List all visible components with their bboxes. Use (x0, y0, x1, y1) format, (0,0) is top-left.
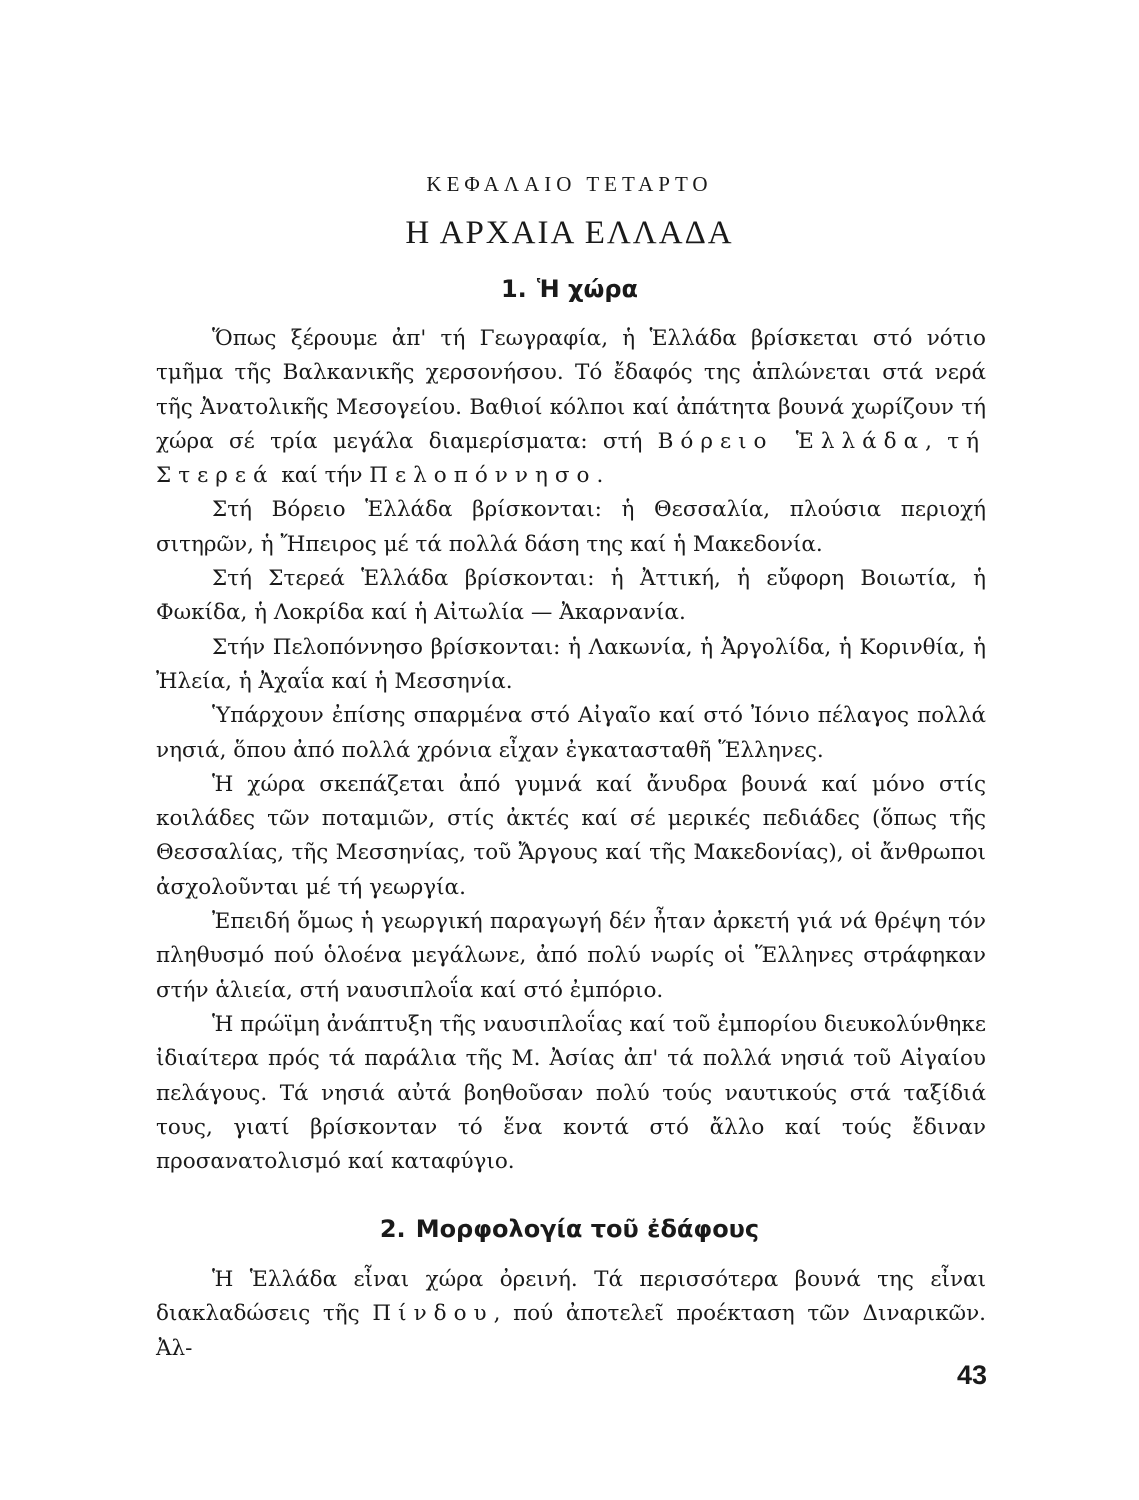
text-run: καί τήν (274, 463, 370, 489)
text-run: , πού ἀποτελεῖ προέκταση τῶν Διναρικῶν. Ἀλ- (156, 1301, 986, 1361)
text-run: Ἡ Ἑλλάδα εἶναι χώρα ὀρεινή. Τά περισσότερα βουνά της εἶναι διακλαδώσεις τῆς (156, 1267, 986, 1327)
chapter-title: Η ΑΡΧΑΙΑ ΕΛΛΑΔΑ (405, 215, 734, 251)
spaced-term: Πελοπόννησο (369, 463, 597, 489)
section-1-body (156, 322, 986, 1179)
text-run: . (596, 463, 604, 489)
paragraph: Στή Στερεά Ἑλλάδα βρίσκονται: ἡ Ἀττική, ἡ εὔφορη Βοιωτία, ἡ Φωκίδα, ἡ Λοκρίδα καί ἡ Αἰτωλία — Ἀκαρνανία. (156, 566, 986, 626)
spaced-term: Βόρειο Ἑλλάδα (657, 428, 926, 454)
section-1-title: Ἡ χώρα (536, 275, 639, 303)
section-1-number: 1. (500, 275, 527, 303)
paragraph: Στή Βόρειο Ἑλλάδα βρίσκονται: ἡ Θεσσαλία, πλούσια περιοχή σιτηρῶν, ἡ Ἤπειρος μέ τά πολλά δάση της καί ἡ Μακεδονία. (156, 497, 986, 557)
spaced-term: τή Στερεά (156, 428, 986, 489)
section-1-heading (0, 275, 1139, 303)
spaced-term: Πίνδου (372, 1301, 494, 1327)
section-2-body (156, 1263, 986, 1366)
paragraph: Ἐπειδή ὅμως ἡ γεωργική παραγωγή δέν ἦταν ἀρκετή γιά νά θρέψη τόν πληθυσμό πού ὁλοένα μεγάλωνε, ἀπό πολύ νωρίς οἱ Ἕλληνες στράφηκαν στήν ἁλιεία, στή ναυσιπλοΐα καί στό ἐμπόριο. (156, 909, 986, 1003)
section-2-title: Μορφολογία τοῦ ἐδάφους (415, 1215, 760, 1243)
text-run: , (925, 428, 948, 454)
chapter-label: ΚΕΦΑΛΑΙΟ ΤΕΤΑΡΤΟ (426, 172, 713, 196)
section-2-number: 2. (379, 1215, 406, 1243)
page-number: 43 (956, 1360, 987, 1390)
paragraph: Ἡ χώρα σκεπάζεται ἀπό γυμνά καί ἄνυδρα βουνά καί μόνο στίς κοιλάδες τῶν ποταμιῶν, στίς ἀκτές καί σέ μερικές πεδιάδες (ὅπως τῆς Θεσσαλίας, τῆς Μεσσηνίας, τοῦ Ἄργους καί τῆς Μακεδονίας), οἱ ἄνθρωποι ἀσχολοῦνται μέ τή γεωργία. (156, 771, 986, 900)
text-run: Ὅπως ξέρουμε ἀπ' τή Γεωγραφία, ἡ Ἑλλάδα βρίσκεται στό νότιο τμῆμα τῆς Βαλκανικῆς χερσονήσου. Τό ἔδαφός της ἁπλώνεται στά νερά τῆς Ἀνατολικῆς Μεσογείου. Βαθιοί κόλποι καί ἀπάτητα βουνά χωρίζουν τή χώρα σέ τρία μεγάλα διαμερίσματα: στή (156, 326, 986, 454)
section-2-heading (0, 1215, 1139, 1243)
paragraph: Στήν Πελοπόννησο βρίσκονται: ἡ Λακωνία, ἡ Ἀργολίδα, ἡ Κορινθία, ἡ Ἠλεία, ἡ Ἀχαΐα καί ἡ Μεσσηνία. (156, 634, 986, 694)
paragraph (156, 322, 986, 493)
paragraph: Ὑπάρχουν ἐπίσης σπαρμένα στό Αἰγαῖο καί στό Ἰόνιο πέλαγος πολλά νησιά, ὅπου ἀπό πολλά χρόνια εἶχαν ἐγκατασταθῆ Ἕλληνες. (156, 703, 986, 763)
paragraph: Ἡ πρώϊμη ἀνάπτυξη τῆς ναυσιπλοΐας καί τοῦ ἐμπορίου διευκολύνθηκε ἰδιαίτερα πρός τά παράλια τῆς Μ. Ἀσίας ἀπ' τά πολλά νησιά τοῦ Αἰγαίου πελάγους. Τά νησιά αὐτά βοηθοῦσαν πολύ τούς ναυτικούς στά ταξίδιά τους, γιατί βρίσκονταν τό ἕνα κοντά στό ἄλλο καί τούς ἔδιναν προσανατολισμό καί καταφύγιο. (156, 1011, 986, 1175)
paragraph (156, 1263, 986, 1366)
